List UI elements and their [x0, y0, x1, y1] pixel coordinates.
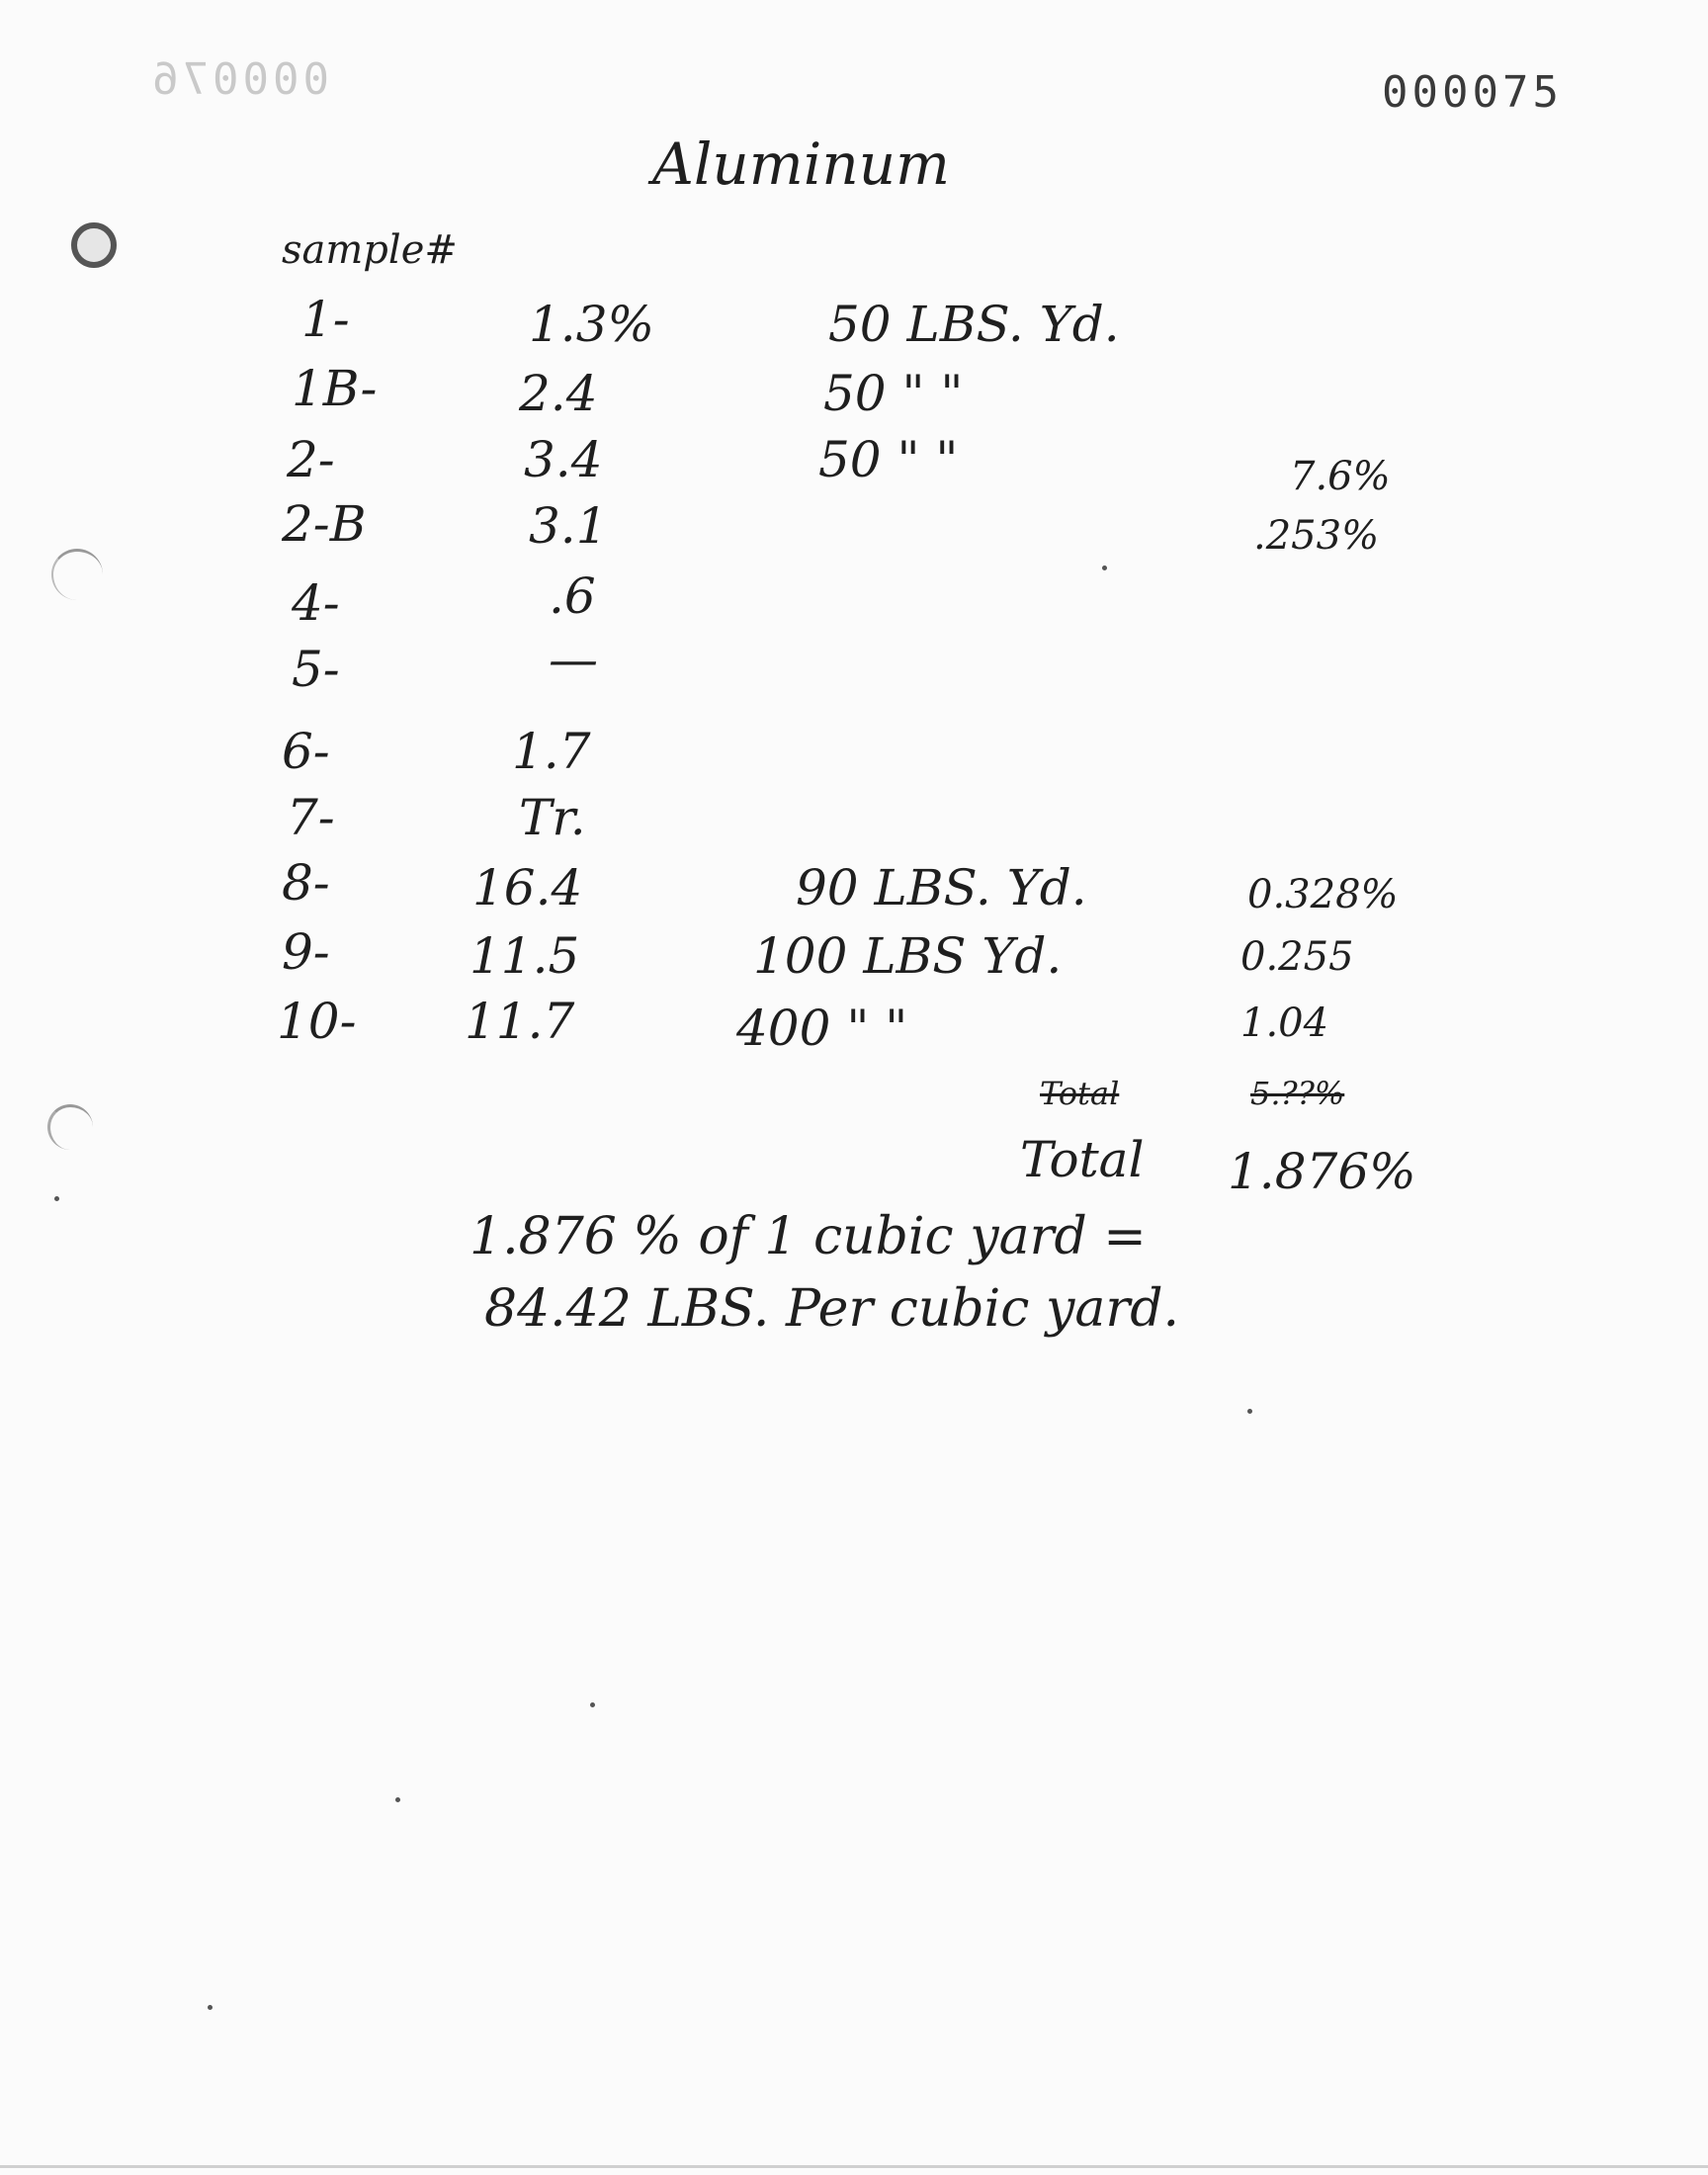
punch-hole-icon [51, 549, 103, 600]
sample-number: 2-B [282, 495, 367, 553]
row-result: 0.255 [1240, 934, 1354, 980]
sample-number: 6- [282, 723, 330, 780]
sample-number: 8- [282, 854, 330, 912]
total-value: 1.876% [1228, 1143, 1416, 1200]
sample-percent: 3.4 [524, 431, 603, 488]
page-bottom-edge [0, 2165, 1708, 2168]
sample-percent: 3.1 [529, 497, 608, 555]
row-result: .253% [1253, 513, 1380, 559]
sample-percent: 1.3% [529, 296, 655, 353]
struck-total-value: 5.??% [1250, 1075, 1345, 1112]
sample-number: 4- [292, 574, 340, 632]
sample-column-header: sample# [282, 227, 458, 273]
sample-rate: 50 " " [823, 365, 964, 422]
sample-percent: 11.5 [470, 927, 580, 985]
sample-rate: 100 LBS Yd. [753, 927, 1063, 985]
sample-rate: 50 " " [818, 431, 959, 488]
sample-rate: 400 " " [736, 1000, 908, 1057]
sample-percent: .6 [549, 567, 596, 625]
sample-percent: 2.4 [519, 365, 598, 422]
sample-rate: 90 LBS. Yd. [796, 859, 1087, 916]
row-result: 7.6% [1290, 454, 1391, 499]
bleed-through-number: 000076 [148, 54, 329, 105]
sample-number: 9- [282, 923, 330, 981]
scan-speck [395, 1797, 400, 1802]
row-result: 0.328% [1247, 872, 1399, 917]
sample-rate: 50 LBS. Yd. [828, 296, 1120, 353]
scan-speck [54, 1196, 59, 1201]
sample-percent: Tr. [519, 789, 586, 846]
sample-number: 5- [292, 641, 340, 698]
conclusion-line-1: 1.876 % of 1 cubic yard = [470, 1207, 1147, 1266]
sample-number: 2- [287, 431, 335, 488]
sample-number: 7- [287, 789, 335, 846]
sample-percent: 11.7 [465, 993, 575, 1050]
struck-total-label: Total [1040, 1075, 1120, 1112]
punch-hole-icon [47, 1104, 93, 1150]
sample-percent: — [549, 631, 598, 688]
page-title: Aluminum [652, 130, 951, 198]
scan-speck [1102, 566, 1107, 570]
conclusion-line-2: 84.42 LBS. Per cubic yard. [484, 1279, 1180, 1339]
sample-number: 10- [277, 993, 357, 1050]
sample-percent: 1.7 [512, 723, 591, 780]
scan-speck [208, 2005, 213, 2010]
document-number: 000075 [1382, 67, 1563, 118]
scan-speck [590, 1702, 595, 1707]
row-result: 1.04 [1240, 1000, 1329, 1046]
sample-percent: 16.4 [472, 859, 583, 916]
total-label: Total [1020, 1131, 1145, 1188]
scan-speck [1247, 1409, 1252, 1414]
punch-hole-icon [71, 222, 117, 268]
sample-number: 1B- [292, 360, 378, 417]
sample-number: 1- [301, 291, 350, 348]
